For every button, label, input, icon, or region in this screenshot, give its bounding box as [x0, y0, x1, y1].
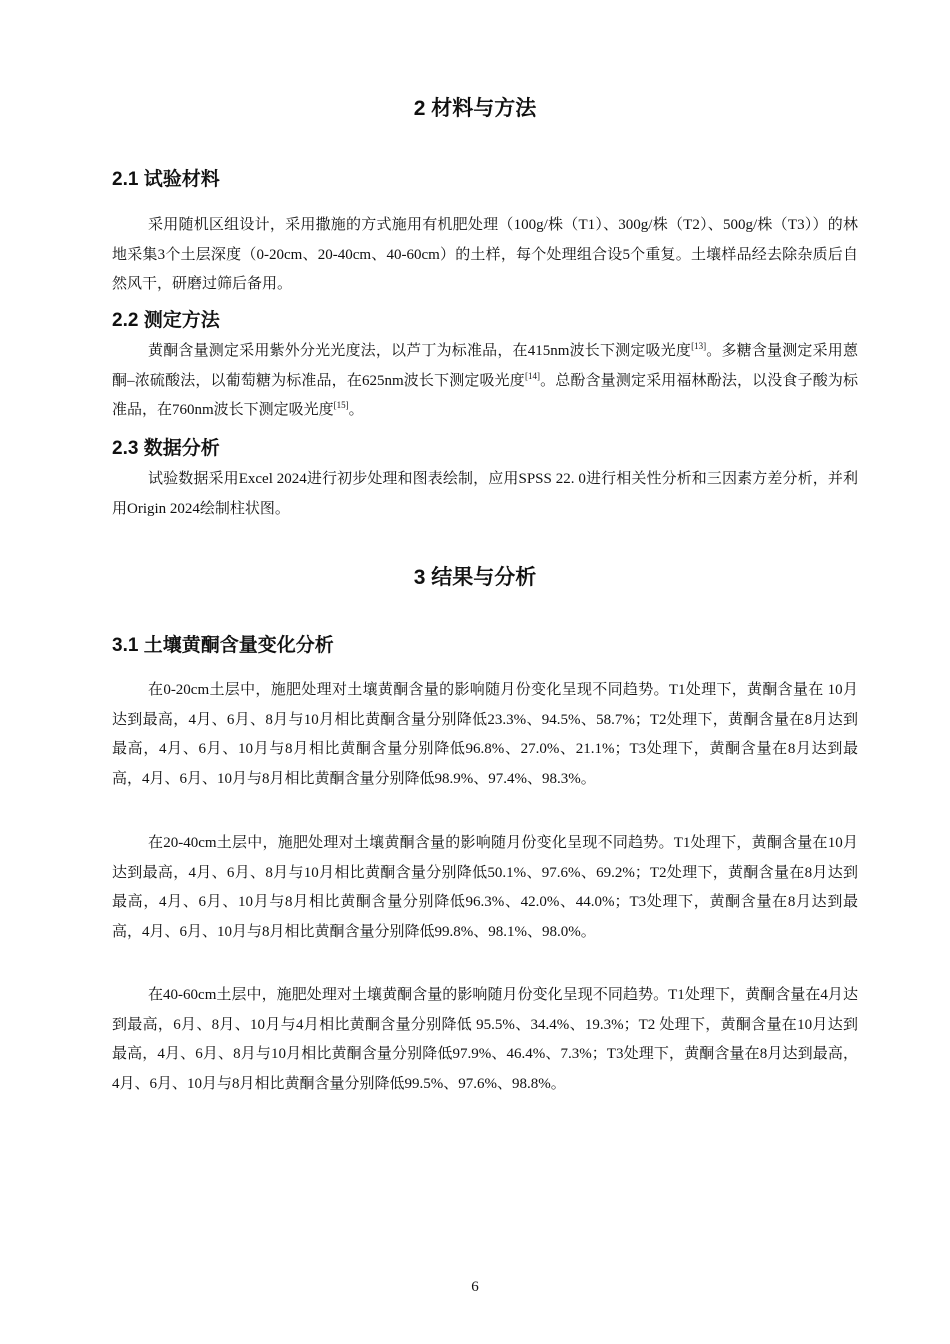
page-number: 6	[471, 1279, 479, 1295]
paragraph-flavonoid-0-20cm: 在0-20cm土层中，施肥处理对土壤黄酮含量的影响随月份变化呈现不同趋势。T1处理下，黄酮含量在 10月达到最高，4月、6月、8月与10月相比黄酮含量分别降低23.3%、94.5%、58.7%；T2处理下，黄酮含量在8月达到最高，4月、6月、10月与8月相比黄酮含量分别降低96.8%、27.0%、21.1%；T3处理下，黄酮含量在8月达到最高，4月、6月、10月与8月相比黄酮含量分别降低98.9%、97.4%、98.3%。	[112, 682, 858, 787]
reference-14: [14]	[524, 370, 540, 381]
methods-text-part-4: 。	[348, 402, 364, 418]
reference-15: [15]	[333, 400, 349, 410]
paragraph-data-analysis: 试验数据采用Excel 2024进行初步处理和图表绘制，应用SPSS 22. 0进行相关性分析和三因素方差分析，并利用Origin 2024绘制柱状图。	[112, 471, 858, 517]
subsection-heading-test-materials: 2.1 试验材料	[112, 169, 220, 190]
section-heading-materials-methods: 2 材料与方法	[413, 97, 537, 120]
methods-text-part-3: 。总酚含量测定采用福林酚法，以没食子酸为标准品，在760nm波长下测定吸光度	[112, 372, 858, 418]
section-heading-results: 3 结果与分析	[413, 566, 537, 589]
subsection-heading-data-analysis: 2.3 数据分析	[112, 438, 220, 459]
paragraph-flavonoid-20-40cm: 在20-40cm土层中，施肥处理对土壤黄酮含量的影响随月份变化呈现不同趋势。T1处理下，黄酮含量在10月达到最高，4月、6月、8月与10月相比黄酮含量分别降低50.1%、97.6%、69.2%；T2处理下，黄酮含量在8月达到最高，4月、6月、10月与8月相比黄酮含量分别降低96.3%、42.0%、44.0%；T3处理下，黄酮含量在8月达到最高，4月、6月、10月与8月相比黄酮含量分别降低99.8%、98.1%、98.0%。	[112, 835, 858, 940]
paragraph-methods	[112, 337, 858, 426]
reference-13: [13]	[691, 341, 707, 351]
methods-text-part-1: 黄酮含量测定采用紫外分光光度法，以芦丁为标准品，在415nm波长下测定吸光度	[148, 343, 692, 359]
subsection-heading-methods: 2.2 测定方法	[112, 310, 220, 331]
subsection-heading-flavonoid-analysis: 3.1 土壤黄酮含量变化分析	[112, 635, 334, 656]
paragraph-test-materials: 采用随机区组设计，采用撒施的方式施用有机肥处理（100g/株（T1）、300g/株（T2）、500g/株（T3））的林地采集3个土层深度（0-20cm、20-40cm、40-60cm）的土样，每个处理组合设5个重复。土壤样品经去除杂质后自然风干，研磨过筛后备用。	[112, 217, 858, 292]
methods-text-part-2: 。多糖含量测定采用蒽酮–浓硫酸法，以葡萄糖为标准品，在625nm波长下测定吸光度	[112, 343, 858, 389]
paragraph-flavonoid-40-60cm: 在40-60cm土层中，施肥处理对土壤黄酮含量的影响随月份变化呈现不同趋势。T1处理下，黄酮含量在4月达到最高，6月、8月、10月与4月相比黄酮含量分别降低 95.5%、34.4%、19.3%；T2 处理下，黄酮含量在10月达到最高，4月、6月、8月与10月相比黄酮含量分别降低97.9%、46.4%、7.3%；T3处理下，黄酮含量在8月达到最高，4月、6月、10月与8月相比黄酮含量分别降低99.5%、97.6%、98.8%。	[112, 987, 858, 1092]
